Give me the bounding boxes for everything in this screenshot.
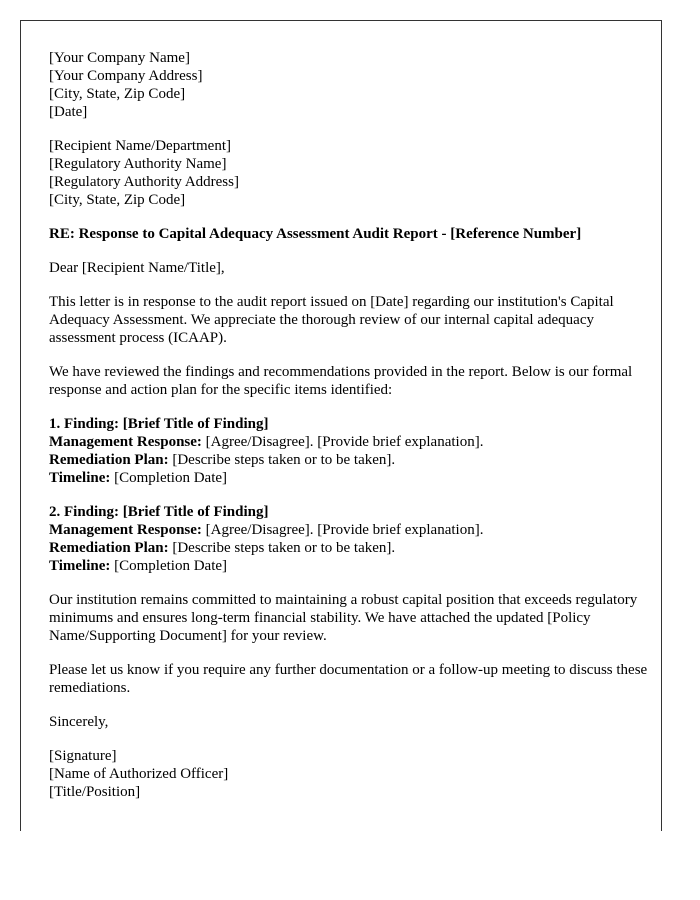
authority-address: [Regulatory Authority Address] [49, 174, 239, 190]
plan-label: Remediation Plan: [49, 452, 169, 468]
company-address: [Your Company Address] [49, 68, 203, 84]
officer-name: [Name of Authorized Officer] [49, 766, 229, 782]
finding-1 [49, 415, 649, 487]
authority-name: [Regulatory Authority Name] [49, 156, 227, 172]
finding-title: 2. Finding: [Brief Title of Finding] [49, 504, 269, 520]
recipient-name: [Recipient Name/Department] [49, 138, 232, 154]
response-label: Management Response: [49, 434, 202, 450]
company-city: [City, State, Zip Code] [49, 86, 186, 102]
timeline-text: [Completion Date] [110, 470, 228, 486]
salutation: Dear [Recipient Name/Title], [49, 260, 225, 276]
overview-paragraph: We have reviewed the findings and recommendations provided in the report. Below is our formal response and action plan for the specific items identified: [49, 364, 633, 398]
letter-page [20, 20, 662, 831]
subject-line: RE: Response to Capital Adequacy Assessment Audit Report - [Reference Number] [49, 226, 582, 242]
company-name: [Your Company Name] [49, 50, 190, 66]
signature-block [49, 747, 649, 801]
authority-city: [City, State, Zip Code] [49, 192, 186, 208]
response-text: [Agree/Disagree]. [Provide brief explanation]. [201, 522, 484, 538]
plan-label: Remediation Plan: [49, 540, 169, 556]
finding-title: 1. Finding: [Brief Title of Finding] [49, 416, 269, 432]
letter-date: [Date] [49, 104, 88, 120]
plan-text: [Describe steps taken or to be taken]. [168, 540, 396, 556]
timeline-text: [Completion Date] [110, 558, 228, 574]
commitment-paragraph: Our institution remains committed to maintaining a robust capital position that exceeds regulatory minimums and ensures long-term financial stability. We have attached the updated [Policy Name/Supporting Document] for your review. [49, 592, 638, 644]
plan-text: [Describe steps taken or to be taken]. [168, 452, 396, 468]
closing: Sincerely, [49, 714, 109, 730]
finding-2 [49, 503, 649, 575]
timeline-label: Timeline: [49, 558, 111, 574]
closing-request: Please let us know if you require any further documentation or a follow-up meeting to discuss these remediations. [49, 662, 648, 696]
intro-paragraph: This letter is in response to the audit report issued on [Date] regarding our institution's Capital Adequacy Assessment. We appreciate the thorough review of our internal capital adequacy assessment process (ICAAP). [49, 294, 614, 346]
sender-block [49, 49, 649, 121]
response-text: [Agree/Disagree]. [Provide brief explanation]. [201, 434, 484, 450]
recipient-block [49, 137, 649, 209]
response-label: Management Response: [49, 522, 202, 538]
signature: [Signature] [49, 748, 117, 764]
timeline-label: Timeline: [49, 470, 111, 486]
officer-title: [Title/Position] [49, 784, 141, 800]
